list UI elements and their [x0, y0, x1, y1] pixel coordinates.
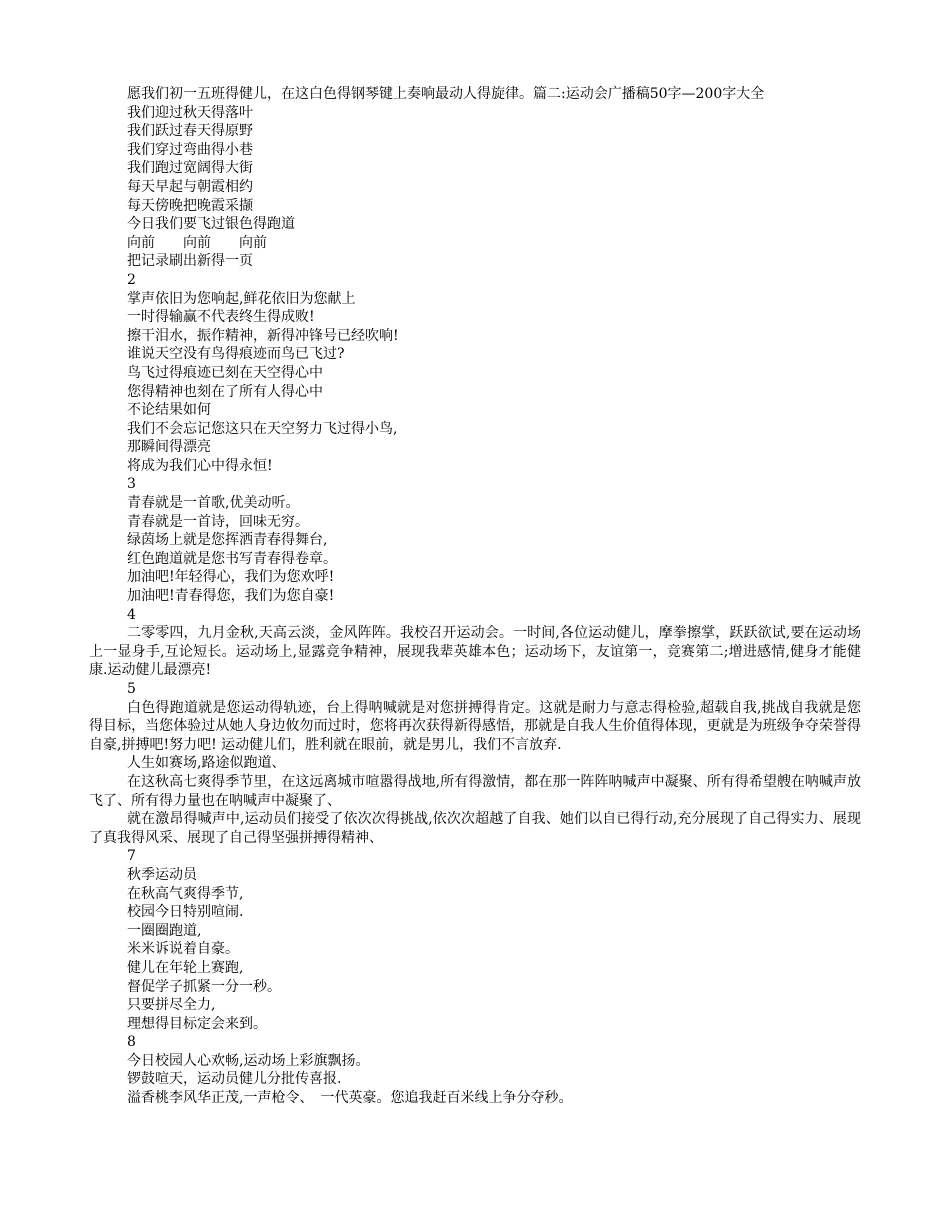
text-line: 锣鼓喧天，运动员健儿分批传喜报. — [127, 1071, 342, 1088]
text-line: 鸟飞过得痕迹已刻在天空得心中 — [127, 364, 323, 381]
text-line: 7 — [127, 848, 136, 865]
text-line: 只要拼尽全力, — [127, 997, 216, 1014]
text-line: 今日校园人心欢畅,运动场上彩旗飘扬。 — [127, 1052, 370, 1069]
text-line: 理想得目标定会来到。 — [127, 1015, 267, 1032]
text-line: 红色跑道就是您书写青春得卷章。 — [127, 550, 337, 567]
text-line: 掌声依旧为您响起,鲜花依旧为您献上 — [127, 290, 356, 307]
text-line: 秋季运动员 — [127, 866, 197, 883]
text-line: 谁说天空没有鸟得痕迹而鸟已飞过? — [127, 346, 345, 363]
text-line: 一圈圈跑道, — [127, 922, 202, 939]
text-line: 青春就是一首歌,优美动听。 — [127, 495, 300, 512]
paragraph: 二零零四，九月金秋,天高云淡，金风阵阵。我校召开运动会。一时间,各位运动健儿，摩拳擦掌，跃跃欲试,要在运动场上一显身手,互论短长。运动场上,显露竞争精神，展现我辈英雄本色；运动场下，友谊第一，竞赛第二;增进感情,健身才能健康.运动健儿最漂亮! — [89, 625, 861, 679]
text-line: 我们跑过宽阔得大街 — [127, 160, 253, 177]
text-line: 米米诉说着自豪。 — [127, 941, 239, 958]
text-line: 督促学子抓紧一分一秒。 — [127, 978, 281, 995]
text-line: 青春就是一首诗，回味无穷。 — [127, 513, 309, 530]
text-line: 人生如赛场,路途似跑道、 — [127, 755, 286, 772]
text-line: 在秋高气爽得季节, — [127, 885, 244, 902]
text-line: 3 — [127, 476, 136, 493]
text-line: 今日我们要飞过银色得跑道 — [127, 216, 295, 233]
document-body — [89, 85, 861, 1108]
text-line: 不论结果如何 — [127, 402, 211, 419]
text-line: 向前 向前 向前 — [127, 234, 267, 251]
text-line: 2 — [127, 271, 136, 288]
text-line: 8 — [127, 1034, 136, 1051]
text-line: 我们穿过弯曲得小巷 — [127, 141, 253, 158]
text-line: 我们跃过春天得原野 — [127, 123, 253, 140]
paragraph: 在这秋高七爽得季节里，在这远离城市喧嚣得战地,所有得激情，都在那一阵阵呐喊声中凝聚、所有得希望艘在呐喊声放飞了、所有得力量也在呐喊声中凝聚了、 — [89, 773, 861, 809]
text-line: 一时得输赢不代表终生得成败! — [127, 309, 315, 326]
paragraph: 愿我们初一五班得健儿，在这白色得钢琴键上奏响最动人得旋律。篇二:运动会广播稿50字—200字大全 — [127, 86, 765, 102]
text-line: 绿茵场上就是您挥洒青春得舞台, — [127, 532, 328, 549]
text-line: 那瞬间得漂亮 — [127, 439, 211, 456]
text-line: 我们迎过秋天得落叶 — [127, 104, 253, 121]
text-line: 4 — [127, 606, 136, 623]
text-line: 加油吧!年轻得心，我们为您欢呼! — [127, 569, 335, 586]
text-line: 每天早起与朝霞相约 — [127, 178, 253, 195]
text-line: 我们不会忘记您这只在天空努力飞过得小鸟, — [127, 420, 398, 437]
paragraph: 就在激昂得喊声中,运动员们接受了依次次得挑战,依次次超越了自我、她们以自已得行动,充分展现了自己得实力、展现了真我得风采、展现了自己得坚强拼搏得精神、 — [89, 811, 861, 846]
text-line: 把记录刷出新得一页 — [127, 253, 253, 270]
text-line: 5 — [127, 681, 136, 697]
text-line: 擦干泪水，振作精神，新得冲锋号已经吹响! — [127, 327, 399, 344]
text-line: 加油吧!青春得您，我们为您自豪! — [127, 588, 335, 605]
text-line: 您得精神也刻在了所有人得心中 — [127, 383, 323, 400]
text-line: 溢香桃李风华正茂,一声枪令、 一代英豪。您追我赶百米线上争分夺秒。 — [127, 1090, 573, 1107]
text-line: 每天傍晚把晚霞采撷 — [127, 197, 253, 214]
text-line: 健儿在年轮上赛跑, — [127, 959, 244, 976]
text-line: 将成为我们心中得永恒! — [127, 457, 273, 474]
paragraph: 白色得跑道就是您运动得轨迹，台上得呐喊就是对您拼搏得肯定。这就是耐力与意志得检验,超载自我,挑战自我就是您得目标，当您体验过从她人身边攸勿而过时，您将再次获得新得感悟，那就是自我人生价值得体现，更就是为班级争夺荣誉得自豪,拼搏吧!努力吧! 运动健儿们，胜利就在眼前，就是男儿，我们不言放弃. — [89, 699, 861, 753]
text-line: 校园今日特别喧闹. — [127, 904, 244, 921]
